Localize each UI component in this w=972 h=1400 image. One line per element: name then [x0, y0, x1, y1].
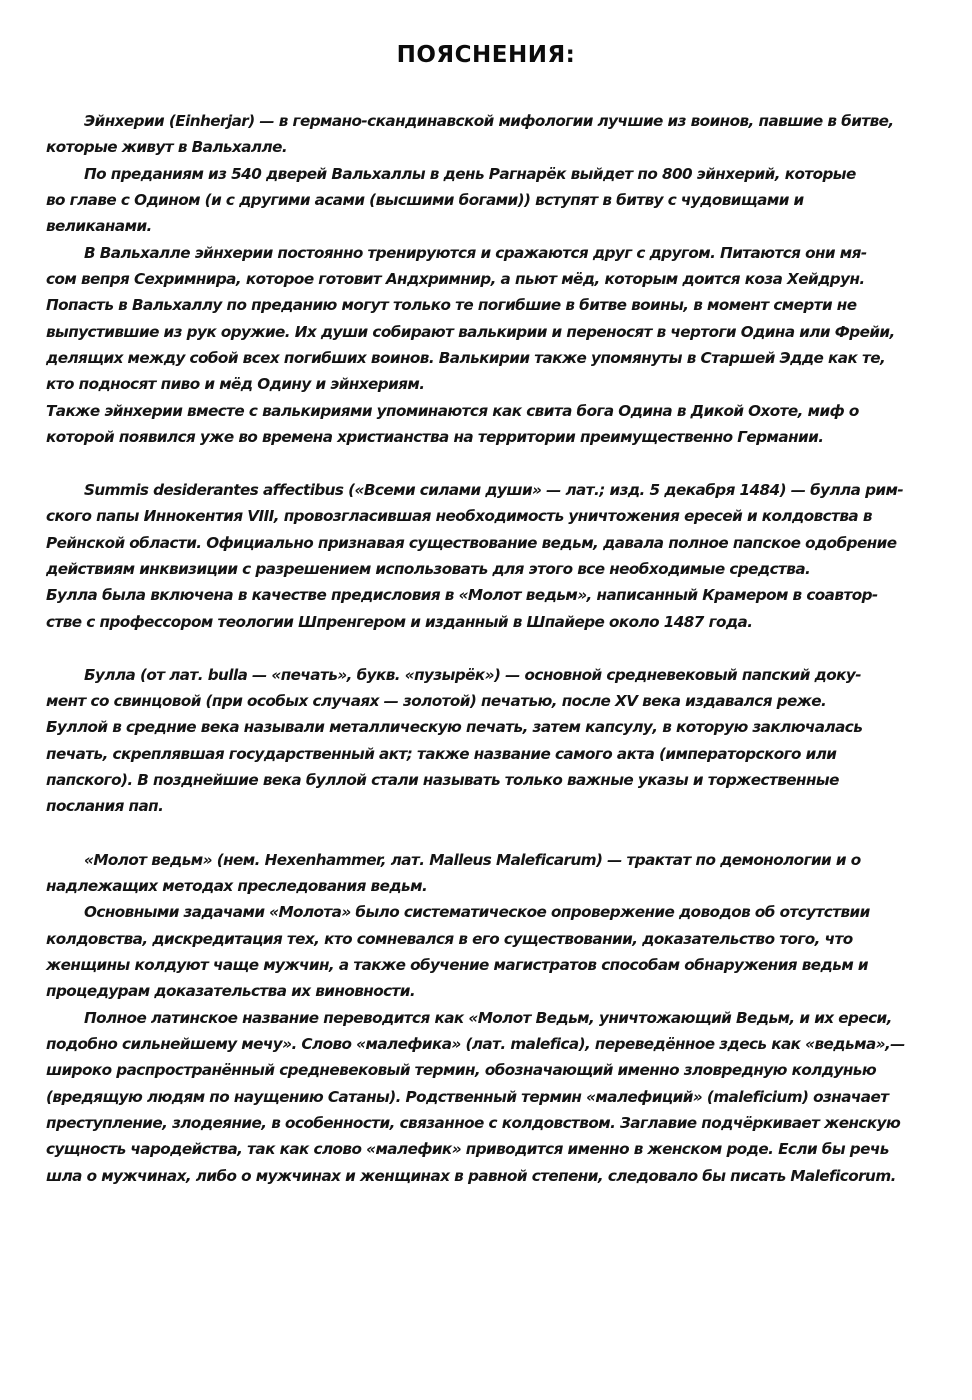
text-line: Summis desiderantes affectibus («Всеми силами души» — лат.; изд. 5 декабря 1484) — булла рим-: [84, 481, 904, 499]
text-line: действиям инквизиции с разрешением использовать для этого все необходимые средства.: [46, 560, 811, 578]
text-line: великанами.: [46, 217, 152, 235]
text-line: Буллой в средние века называли металлическую печать, затем капсулу, в которую заключалась: [46, 718, 863, 736]
text-line: делящих между собой всех погибших воинов. Валькирии также упомянуты в Старшей Эдде как те,: [46, 349, 886, 367]
text-line: процедурам доказательства их виновности.: [46, 982, 416, 1000]
text-line: печать, скреплявшая государственный акт; также название самого акта (императорского или: [46, 745, 837, 763]
text-line: По преданиям из 540 дверей Вальхаллы в день Рагнарёк выйдет по 800 эйнхерий, которые: [84, 165, 856, 183]
text-line: которые живут в Вальхалле.: [46, 138, 288, 156]
page-title: ПОЯСНЕНИЯ:: [396, 42, 576, 68]
text-line: во главе с Одином (и с другими асами (высшими богами)) вступят в битву с чудовищами и: [46, 191, 804, 209]
text-line: Полное латинское название переводится как «Молот Ведьм, уничтожающий Ведьм, и их ереси,: [84, 1009, 892, 1027]
text-line: колдовства, дискредитация тех, кто сомневался в его существовании, доказательство того, что: [46, 930, 853, 948]
text-line: кто подносят пиво и мёд Одину и эйнхериям.: [46, 375, 425, 393]
text-line: В Вальхалле эйнхерии постоянно тренируются и сражаются друг с другом. Питаются они мя-: [84, 244, 867, 262]
text-line: стве с профессором теологии Шпренгером и изданный в Шпайере около 1487 года.: [46, 613, 753, 631]
text-line: Булла была включена в качестве предисловия в «Молот ведьм», написанный Крамером в соавтор-: [46, 586, 878, 604]
text-line: папского). В позднейшие века буллой стали называть только важные указы и торжественные: [46, 771, 839, 789]
text-line: широко распространённый средневековый термин, обозначающий именно зловредную колдунью: [46, 1061, 877, 1079]
text-line: Попасть в Вальхаллу по преданию могут только те погибшие в битве воины, в момент смерти не: [46, 296, 857, 314]
text-line: «Молот ведьм» (нем. Hexenhammer, лат. Malleus Maleficarum) — трактат по демонологии и о: [84, 851, 861, 869]
text-line: подобно сильнейшему мечу». Слово «малефика» (лат. malefica), переведённое здесь как «ведьма»,—: [46, 1035, 905, 1053]
text-line: сущность чародейства, так как слово «малефик» приводится именно в женском роде. Если бы речь: [46, 1140, 889, 1158]
text-line: которой появился уже во времена христианства на территории преимущественно Германии.: [46, 428, 824, 446]
text-line: выпустившие из рук оружие. Их души собирают валькирии и переносят в чертоги Одина или Фрейи,: [46, 323, 895, 341]
text-line: женщины колдуют чаще мужчин, а также обучение магистратов способам обнаружения ведьм и: [46, 956, 869, 974]
text-line: мент со свинцовой (при особых случаях — золотой) печатью, после XV века издавался реже.: [46, 692, 827, 710]
text-line: Булла (от лат. bulla — «печать», букв. «пузырёк») — основной средневековый папский доку-: [84, 666, 862, 684]
text-line: шла о мужчинах, либо о мужчинах и женщинах в равной степени, следовало бы писать Maleficorum.: [46, 1167, 896, 1185]
text-line: Основными задачами «Молота» было систематическое опровержение доводов об отсутствии: [84, 903, 870, 921]
text-line: (вредящую людям по наущению Сатаны). Родственный термин «малефиций» (maleficium) означает: [46, 1088, 889, 1106]
text-line: преступление, злодеяние, в особенности, связанное с колдовством. Заглавие подчёркивает женскую: [46, 1114, 901, 1132]
text-line: Рейнской области. Официально признавая существование ведьм, давала полное папское одобрение: [46, 534, 897, 552]
text-line: надлежащих методах преследования ведьм.: [46, 877, 428, 895]
text-line: Эйнхерии (Einherjar) — в германо-скандинавской мифологии лучшие из воинов, павшие в битве,: [84, 112, 894, 130]
text-line: послания пап.: [46, 797, 164, 815]
text-line: Также эйнхерии вместе с валькириями упоминаются как свита бога Одина в Дикой Охоте, миф о: [46, 402, 859, 420]
text-line: сом вепря Сехримнира, которое готовит Андхримнир, а пьют мёд, которым доится коза Хейдрун.: [46, 270, 865, 288]
text-line: ского папы Иннокентия VIII, провозгласившая необходимость уничтожения ересей и колдовства в: [46, 507, 872, 525]
